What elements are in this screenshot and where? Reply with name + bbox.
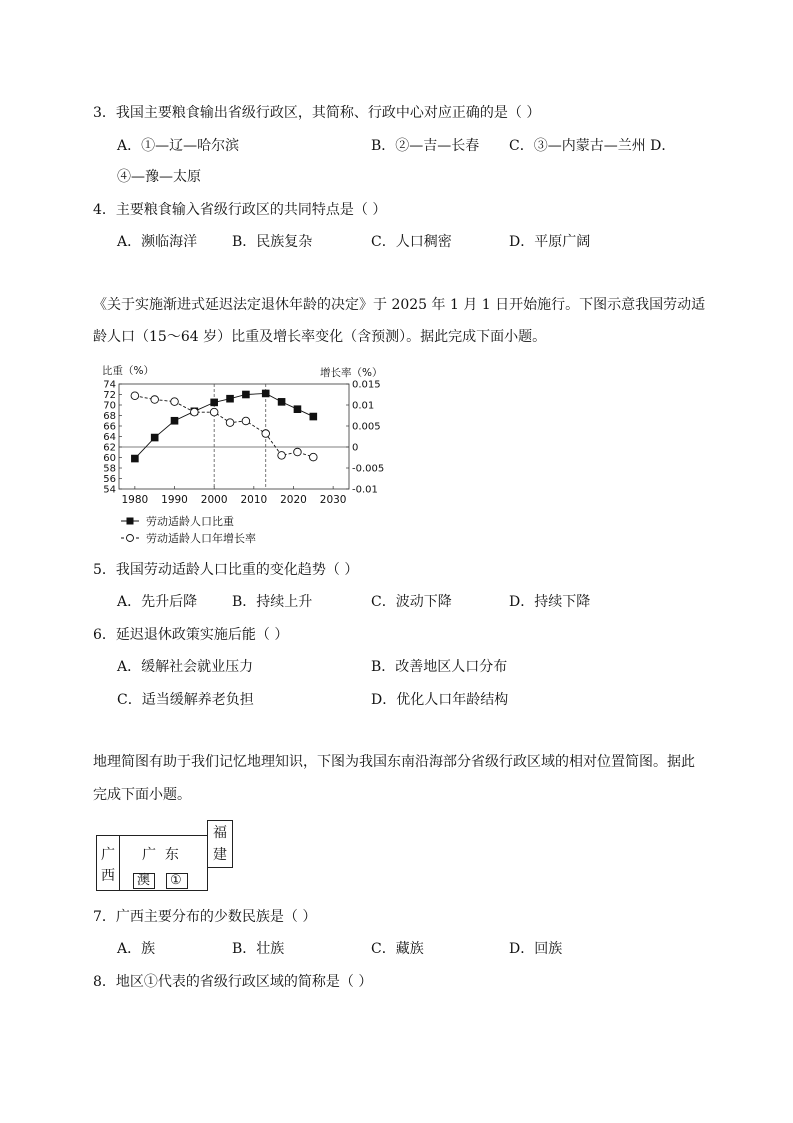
left-tick-label: 66 [103, 421, 116, 433]
left-axis-title: 比重（%） [102, 365, 154, 377]
x-tick-label: 1980 [121, 494, 149, 506]
q5-option-a: A．先升后降 [117, 594, 198, 610]
right-tick-label: -0.005 [352, 463, 385, 475]
q5-option-b: B．持续上升 [232, 594, 313, 610]
left-tick-label: 68 [103, 411, 116, 422]
share-point [210, 399, 218, 407]
growth-rate-point [262, 430, 270, 438]
share-point [131, 455, 139, 463]
q7-option-a: A．族 [117, 941, 156, 957]
legend-label-share: 劳动适龄人口比重 [146, 515, 234, 528]
q3-option-b: B．②—吉—长春 [371, 138, 480, 154]
legend-label-growth: 劳动适龄人口年增长率 [146, 532, 256, 545]
series-line-0 [135, 393, 313, 458]
share-point [262, 390, 270, 398]
left-tick-label: 62 [103, 442, 116, 454]
x-tick-label: 1990 [161, 494, 188, 506]
share-point [310, 413, 318, 421]
q3-option-c: C．③—内蒙古—兰州 D． [509, 138, 676, 154]
growth-rate-point [151, 396, 159, 404]
share-point [294, 405, 302, 413]
question-5-stem: 5．我国劳动适龄人口比重的变化趋势（ ） [93, 562, 359, 578]
left-tick-label: 74 [103, 379, 116, 391]
q6-option-b: B．改善地区人口分布 [371, 659, 508, 675]
growth-rate-point [294, 448, 302, 456]
growth-rate-point [171, 398, 179, 406]
right-tick-label: -0.01 [352, 484, 378, 496]
q7-option-b: B．壮族 [232, 941, 285, 957]
x-tick-label: 2030 [319, 494, 347, 506]
q5-option-d: D．持续下降 [509, 594, 591, 610]
labor-population-chart [92, 362, 402, 552]
q4-option-a: A．濒临海洋 [117, 234, 198, 250]
question-6-stem: 6．延迟退休政策实施后能（ ） [93, 627, 289, 643]
fujian-label-2: 建 [213, 847, 227, 863]
fujian-label-1: 福 [213, 825, 227, 841]
q5-option-c: C．波动下降 [371, 594, 452, 610]
right-axis-title: 增长率（%） [320, 367, 383, 379]
share-point [226, 395, 234, 403]
q7-option-d: D．回族 [509, 941, 563, 957]
growth-rate-point [191, 408, 199, 416]
right-tick-label: 0.015 [352, 379, 381, 391]
guangdong-label: 广 东 [142, 847, 179, 863]
x-tick-label: 2000 [200, 494, 228, 506]
q7-option-c: C．藏族 [371, 941, 424, 957]
x-tick-label: 2020 [280, 494, 307, 506]
x-tick-label: 2010 [240, 494, 268, 506]
question-3-stem: 3．我国主要粮食输出省级行政区，其简称、行政中心对应正确的是（ ） [93, 105, 541, 121]
share-point [171, 417, 179, 425]
q3-option-a: A．①—辽—哈尔滨 [117, 138, 240, 154]
left-tick-label: 70 [103, 400, 116, 412]
q6-option-d: D．优化人口年龄结构 [371, 692, 509, 708]
legend-marker-share [127, 518, 134, 525]
growth-rate-point [242, 417, 250, 425]
q4-option-c: C．人口稠密 [371, 234, 452, 250]
right-tick-label: 0.01 [352, 400, 375, 412]
share-point [242, 391, 250, 399]
q6-option-c: C．适当缓解养老负担 [117, 692, 254, 708]
province-sketch-map [96, 820, 236, 892]
left-tick-label: 54 [103, 484, 116, 496]
guangxi-label-2: 西 [101, 868, 115, 884]
right-tick-label: 0 [352, 442, 359, 454]
q4-option-d: D．平原广阔 [509, 234, 591, 250]
left-tick-label: 56 [103, 474, 116, 485]
left-tick-label: 58 [103, 463, 116, 475]
right-tick-label: 0.005 [352, 421, 381, 433]
left-tick-label: 64 [103, 432, 116, 443]
material-intro-line-1: 《关于实施渐进式延迟法定退休年龄的决定》于 2025 年 1 月 1 日开始施行。下图示意我国劳动适 [93, 297, 706, 313]
share-point [151, 434, 159, 442]
share-point [278, 398, 286, 406]
map-intro-line-2: 完成下面小题。 [93, 787, 191, 803]
q3-option-d: ④—豫—太原 [117, 169, 201, 185]
question-7-stem: 7．广西主要分布的少数民族是（ ） [93, 909, 317, 925]
left-tick-label: 60 [103, 453, 116, 464]
guangxi-label-1: 广 [101, 847, 115, 863]
q4-option-b: B．民族复杂 [232, 234, 313, 250]
legend-marker-growth [127, 535, 134, 542]
question-8-stem: 8．地区①代表的省级行政区域的简称是（ ） [93, 974, 373, 990]
growth-rate-point [226, 419, 234, 427]
growth-rate-point [131, 392, 139, 400]
material-intro-line-2: 龄人口（15～64 岁）比重及增长率变化（含预测）。据此完成下面小题。 [93, 329, 547, 345]
left-tick-label: 72 [103, 390, 116, 401]
growth-rate-point [310, 453, 318, 461]
series-line-1 [135, 396, 313, 457]
growth-rate-point [278, 452, 286, 460]
map-intro-line-1: 地理简图有助于我们记忆地理知识，下图为我国东南沿海部分省级行政区域的相对位置简图。据此 [93, 754, 695, 770]
q6-option-a: A．缓解社会就业压力 [117, 659, 254, 675]
region-1-label: ① [170, 873, 182, 888]
question-4-stem: 4．主要粮食输入省级行政区的共同特点是（ ） [93, 202, 387, 218]
growth-rate-point [210, 408, 218, 416]
macau-label: 澳 [137, 873, 151, 888]
